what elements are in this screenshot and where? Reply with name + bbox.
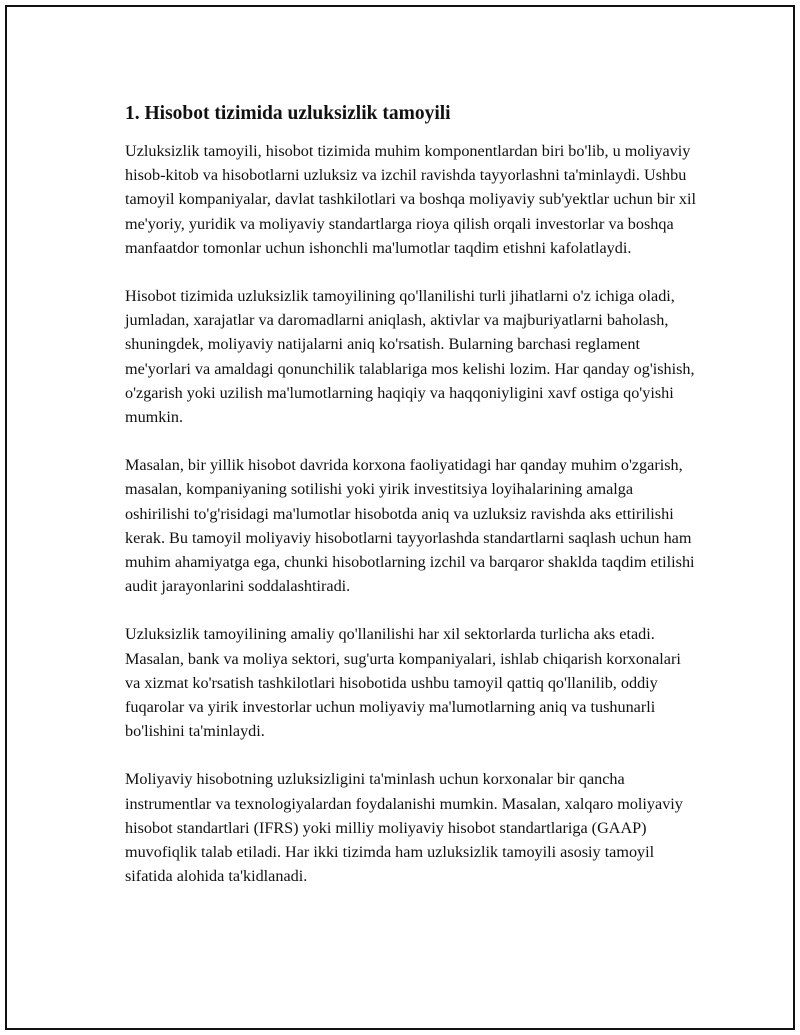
document-body — [125, 101, 697, 912]
page-frame — [5, 5, 795, 1030]
paragraph-3: Masalan, bir yillik hisobot davrida korxona faoliyatidagi har qanday muhim o'zgarish, masalan, kompaniyaning sotilishi yoki yirik investitsiya loyihalarining amalga oshirilishi to'g'risidagi ma'lumotlar hisobotda aniq va uzluksiz ravishda aks ettirilishi kerak. Bu tamoyil moliyaviy hisobotlarni tayyorlashda standartlarni saqlash uchun ham muhim ahamiyatga ega, chunki hisobotlarning izchil va barqaror shaklda taqdim etilishi audit jarayonlarini soddalashtiradi. — [125, 456, 695, 596]
paragraph-5: Moliyaviy hisobotning uzluksizligini ta'minlash uchun korxonalar bir qancha instrumentlar va texnologiyalardan foydalanishi mumkin. Masalan, xalqaro moliyaviy hisobot standartlari (IFRS) yoki milliy moliyaviy hisobot standartlariga (GAAP) muvofiqlik talab etiladi. Har ikki tizimda ham uzluksizlik tamoyili asosiy tamoyil sifatida alohida ta'kidlanadi. — [125, 770, 683, 886]
section-heading: 1. Hisobot tizimida uzluksizlik tamoyili — [125, 103, 451, 124]
paragraph-4: Uzluksizlik tamoyilining amaliy qo'llanilishi har xil sektorlarda turlicha aks etadi. Masalan, bank va moliya sektori, sug'urta kompaniyalari, ishlab chiqarish korxonalari va xizmat ko'rsatish tashkilotlari hisobotida ushbu tamoyil qattiq qo'llanilib, oddiy fuqarolar va yirik investorlar uchun moliyaviy ma'lumotlarning aniq va tushunarli bo'lishini ta'minlaydi. — [125, 625, 681, 741]
paragraph-1: Uzluksizlik tamoyili, hisobot tizimida muhim komponentlardan biri bo'lib, u moliyaviy hisob-kitob va hisobotlarni uzluksiz va izchil ravishda tayyorlashni ta'minlaydi. Ushbu tamoyil kompaniyalar, davlat tashkilotlari va boshqa moliyaviy sub'yektlar uchun bir xil me'yoriy, yuridik va moliyaviy standartlarga rioya qilish orqali investorlar va boshqa manfaatdor tomonlar uchun ishonchli ma'lumotlar taqdim etishni kafolatlaydi. — [125, 142, 696, 257]
paragraph-2: Hisobot tizimida uzluksizlik tamoyilining qo'llanilishi turli jihatlarni o'z ichiga oladi, jumladan, xarajatlar va daromadlarni aniqlash, aktivlar va majburiyatlarni baholash, shuningdek, moliyaviy natijalarni aniq ko'rsatish. Bularning barchasi reglament me'yorlari va amaldagi qonunchilik talablariga mos kelishi lozim. Har qanday og'ishish, o'zgarish yoki uzilish ma'lumotlarning haqiqiy va haqqoniyligini xavf ostiga qo'yishi mumkin. — [125, 287, 695, 427]
